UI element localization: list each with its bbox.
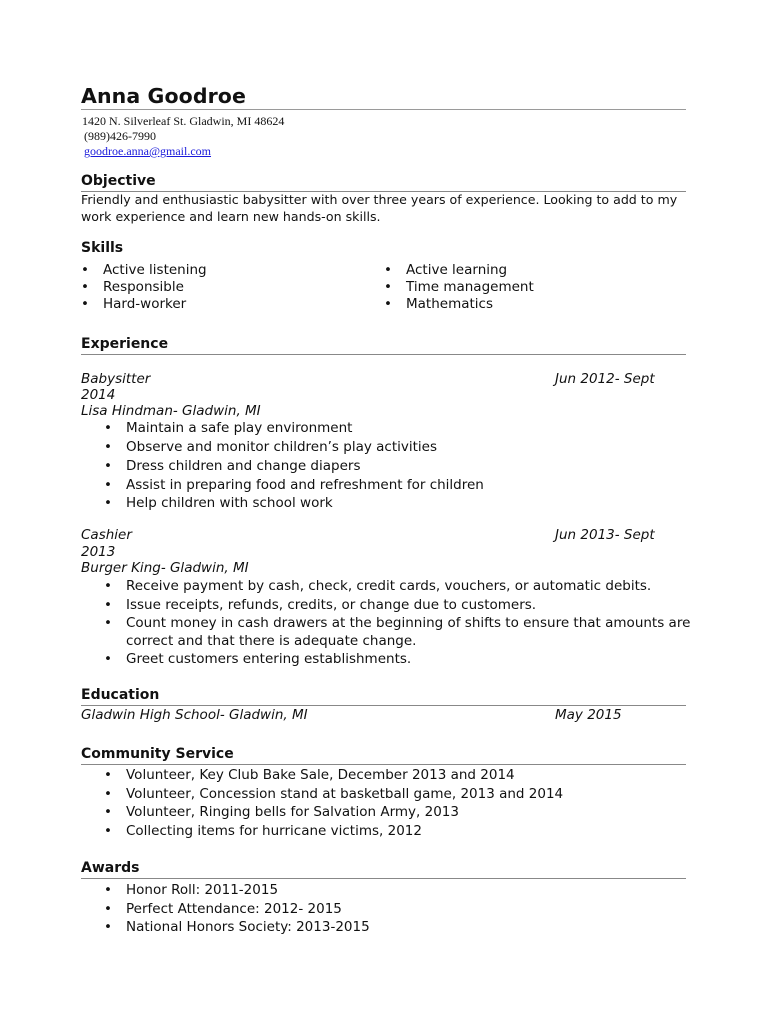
education-school: Gladwin High School- Gladwin, MI [81, 707, 308, 723]
job-dates-continued: 2014 [81, 387, 116, 403]
job-employer: Lisa Hindman- Gladwin, MI [81, 403, 261, 419]
education-date: May 2015 [555, 707, 622, 723]
job-dates: Jun 2013- Sept [555, 527, 655, 543]
job-title: Cashier [81, 527, 132, 543]
community-service-heading: Community Service [81, 746, 234, 762]
awards-heading: Awards [81, 860, 140, 876]
contact-phone: (989)426-7990 [84, 129, 156, 143]
objective-text: Friendly and enthusiastic babysitter with over three years of experience. Looking to add to my work experience and learn new hands-on skills. [81, 192, 678, 224]
contact-email-link[interactable]: goodroe.anna@gmail.com [84, 144, 212, 158]
contact-address: 1420 N. Silverleaf St. Gladwin, MI 48624 [82, 114, 285, 128]
objective-heading: Objective [81, 173, 156, 189]
job-employer: Burger King- Gladwin, MI [81, 560, 249, 576]
skills-heading: Skills [81, 240, 124, 256]
job-dates: Jun 2012- Sept [555, 371, 655, 387]
job-title: Babysitter [81, 371, 151, 387]
job-duty: • Count money in cash drawers at the beginning of shifts to ensure that amounts are correct and that there is adequate change. [104, 615, 691, 649]
education-heading: Education [81, 687, 160, 703]
name-divider [81, 109, 686, 110]
experience-divider [81, 354, 686, 355]
awards-divider [81, 878, 686, 879]
community-service-divider [81, 764, 686, 765]
experience-heading: Experience [81, 336, 169, 352]
education-divider [81, 705, 686, 706]
job-dates-continued: 2013 [81, 544, 116, 560]
resume-name: Anna Goodroe [81, 84, 246, 108]
